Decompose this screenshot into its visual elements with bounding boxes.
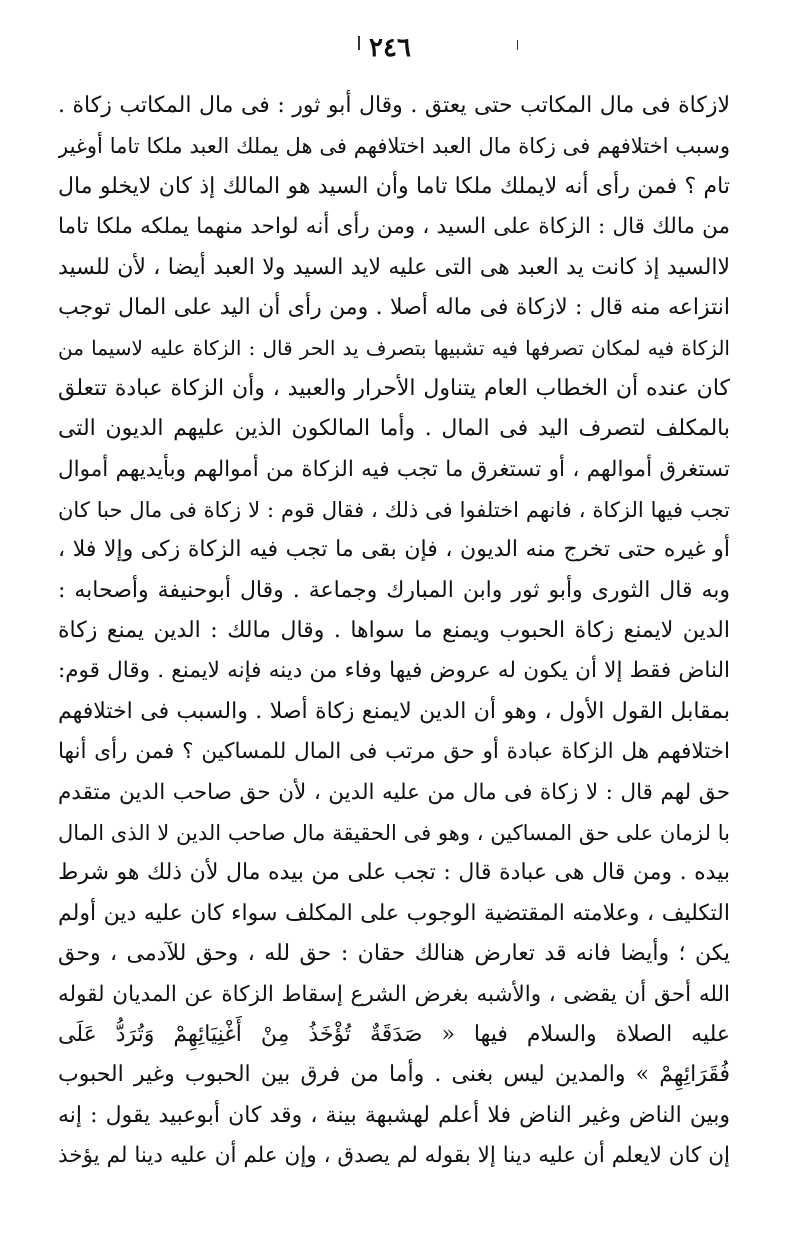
- text-line: لازكاة فى مال المكاتب حتى يعتق . وقال أبو ثور : فى مال المكاتب زكاة .: [58, 93, 730, 118]
- text-line: تجب فيها الزكاة ، فانهم اختلفوا فى ذلك ، فقال قوم : لا زكاة فى مال حبا كان: [58, 497, 730, 522]
- text-line: وبه قال الثورى وأبو ثور وابن المبارك وجماعة . وقال أبوحنيفة وأصحابه :: [58, 577, 730, 603]
- text-line: انتزاعه منه قال : لازكاة فى ماله أصلا . ومن رأى أن اليد على المال توجب: [58, 294, 730, 320]
- text-line: حق لهم قال : لا زكاة فى مال من عليه الدين ، لأن حق صاحب الدين متقدم: [58, 779, 730, 805]
- text-line: بيده . ومن قال هى عبادة قال : تجب على من بيده مال لأن ذلك هو شرط: [58, 860, 730, 886]
- text-line: اختلافهم هل الزكاة عبادة أو حق مرتب فى المال للمساكين ؟ فمن رأى أنها: [58, 739, 730, 765]
- text-line: إن كان لايعلم أن عليه دينا إلا بقوله لم يصدق ، وإن علم أن عليه دينا لم يؤخذ: [58, 1143, 730, 1169]
- text-line: أو غيره حتى تخرج منه الديون ، فإن بقى ما تجب فيه الزكاة زكى وإلا فلا ،: [58, 537, 730, 563]
- text-line: يكن ؛ وأيضا فانه قد تعارض هنالك حقان : حق لله ، وحق للآدمى ، وحق: [58, 941, 730, 967]
- text-line: با لزمان على حق المساكين ، وهو فى الحقيقة مال صاحب الدين لا الذى المال: [58, 821, 730, 846]
- text-line: الله أحق أن يقضى ، والأشبه بغرض الشرع إسقاط الزكاة عن المديان لقوله: [58, 981, 730, 1007]
- text-line: كان عنده أن الخطاب العام يتناول الأحرار والعبيد ، وأن الزكاة عبادة تتعلق: [58, 375, 730, 401]
- text-line: وسبب اختلافهم فى زكاة مال العبد اختلافهم فى هل يملك العبد ملكا تاما أوغير: [58, 134, 730, 159]
- text-line: تام ؟ فمن رأى أنه لايملك ملكا تاما وأن السيد هو المالك إذ كان لايخلو مال: [58, 173, 730, 199]
- text-line: من مالك قال : الزكاة على السيد ، ومن رأى أنه لواحد منهما يملكه ملكا تاما: [58, 214, 730, 240]
- text-line: لاالسيد إذ كانت يد العبد هى التى عليه لايد السيد ولا العبد أيضا ، لأن للسيد: [58, 254, 730, 280]
- text-line: التكليف ، وعلامته المقتضية الوجوب على المكلف سواء كان عليه دين أولم: [58, 900, 730, 926]
- scan-mark: [517, 40, 518, 50]
- text-line: بمقابل القول الأول ، وهو أن الدين لايمنع زكاة أصلا . والسبب فى اختلافهم: [58, 698, 730, 724]
- text-line: فُقَرَائِهِمْ » والمدين ليس بغنى . وأما من فرق بين الحبوب وغير الحبوب: [58, 1062, 730, 1088]
- text-line: الزكاة فيه لمكان تصرفها فيه تشبيها بتصرف يد الحر قال : الزكاة عليه لاسيما من: [58, 336, 730, 361]
- page-number-text: ٢٤٦: [369, 33, 411, 63]
- body-text: [58, 86, 730, 1177]
- text-line: وبين الناض وغير الناض فلا أعلم لهشبهة بينة ، وقد كان أبوعبيد يقول : إنه: [58, 1102, 730, 1128]
- text-line: الناض فقط إلا أن يكون له عروض فيها وفاء من دينه فإنه لايمنع . وقال قوم:: [58, 658, 730, 684]
- text-line: تستغرق أموالهم ، أو تستغرق ما تجب فيه الزكاة من أموالهم وبأيديهم أموال: [58, 456, 730, 482]
- page-number: [330, 30, 450, 66]
- text-line: الدين لايمنع زكاة الحبوب ويمنع ما سواها . وقال مالك : الدين يمنع زكاة: [58, 618, 730, 644]
- text-line: بالمكلف لتصرف اليد فى المال . وأما المالكون الذين عليهم الديون التى: [58, 416, 730, 442]
- quran-quote-line: عليه الصلاة والسلام فيها « صَدَقَةٌ تُؤْخَذُ مِنْ أَغْنِيَائِهِمْ وَتُرَدُّ عَلَى: [58, 1021, 730, 1047]
